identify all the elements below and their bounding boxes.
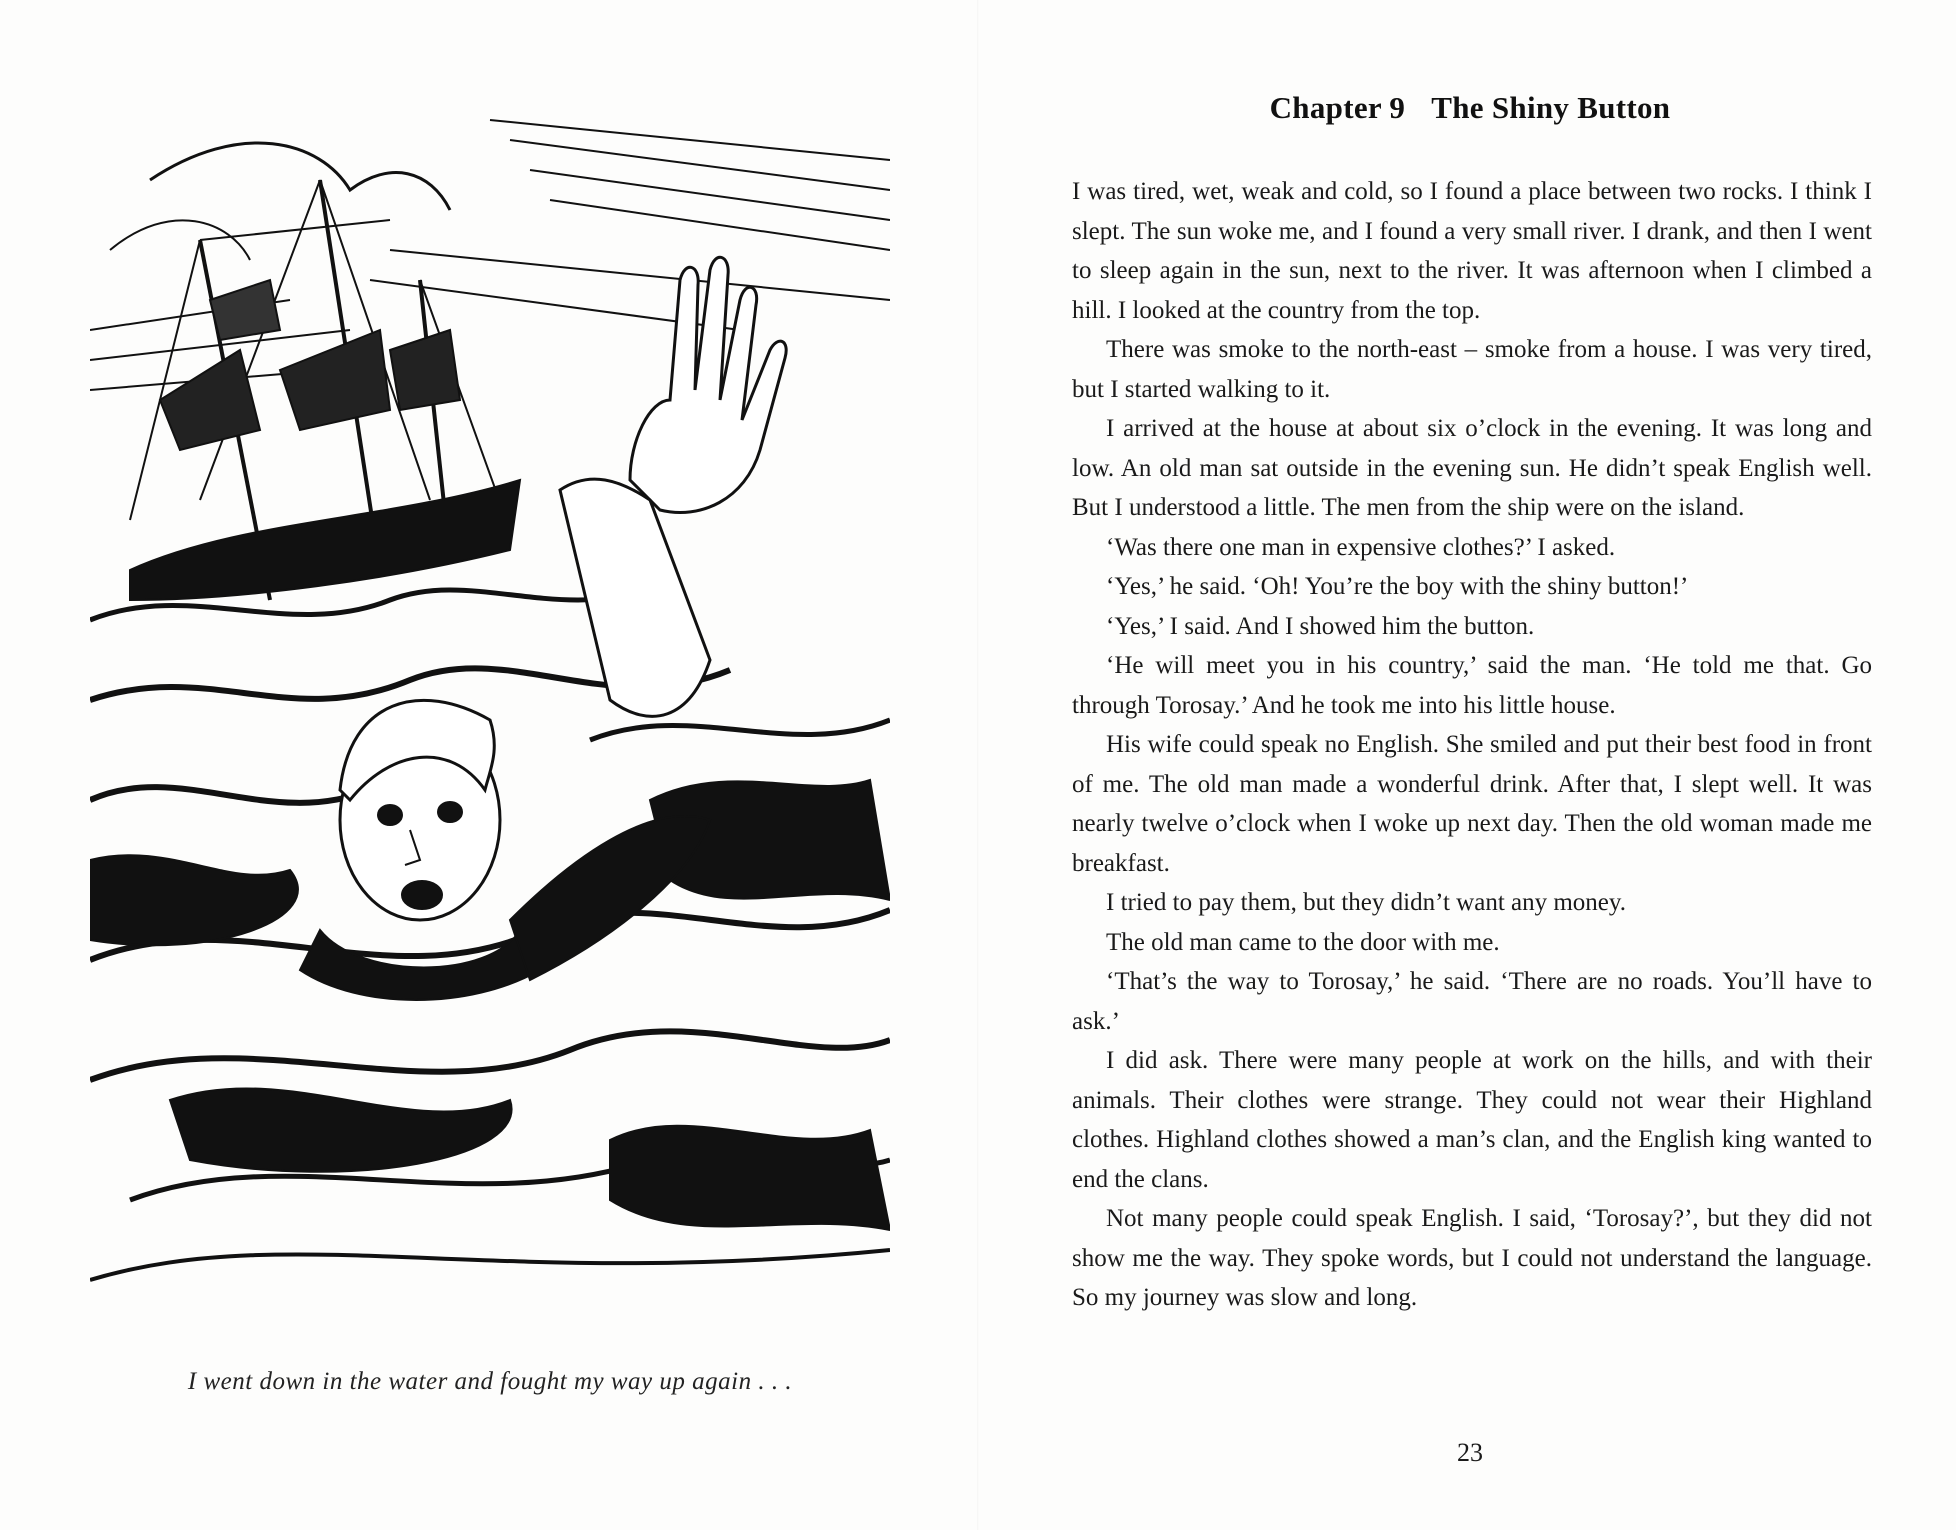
paragraph: ‘That’s the way to Torosay,’ he said. ‘There are no roads. You’ll have to ask.’	[1072, 968, 1872, 1035]
sea-rescue-illustration	[90, 100, 890, 1300]
paragraph: ‘Was there one man in expensive clothes?’ I asked.	[1106, 533, 1616, 561]
chapter-number: Chapter 9	[1269, 90, 1406, 125]
page-number: 23	[1457, 1438, 1483, 1467]
paragraph: The old man came to the door with me.	[1106, 928, 1500, 956]
paragraph: There was smoke to the north-east – smoke from a house. I was very tired, but I started walking to it.	[1072, 336, 1872, 403]
page-gutter	[977, 0, 979, 1530]
paragraph: ‘Yes,’ I said. And I showed him the button.	[1106, 612, 1535, 640]
paragraph: ‘He will meet you in his country,’ said the man. ‘He told me that. Go through Torosay.’ And he took me into his little house.	[1072, 652, 1872, 719]
paragraph: I did ask. There were many people at work on the hills, and with their animals. Their clothes were strange. They could not wear their Highland clothes. Highland clothes showed a man’s clan, and the English king wanted to end the clans.	[1072, 1047, 1872, 1193]
paragraph: Not many people could speak English. I said, ‘Torosay?’, but they did not show me the way. They spoke words, but I could not understand the language. So my journey was slow and long.	[1072, 1205, 1872, 1311]
paragraph: I was tired, wet, weak and cold, so I found a place between two rocks. I think I slept. The sun woke me, and I found a very small river. I drank, and then I went to sleep again in the sun, next to the river. It was afternoon when I climbed a hill. I looked at the country from the top.	[1072, 178, 1872, 324]
illustration-drawing	[90, 100, 890, 1300]
paragraph: His wife could speak no English. She smiled and put their best food in front of me. The old man made a wonderful drink. After that, I slept well. It was nearly twelve o’clock when I woke up next day. Then the old woman made me breakfast.	[1072, 731, 1872, 877]
chapter-heading	[1070, 90, 1870, 126]
paragraph: I arrived at the house at about six o’clock in the evening. It was long and low. An old man sat outside in the evening sun. He didn’t speak English well. But I understood a little. The men from the ship were on the island.	[1072, 415, 1872, 521]
paragraph: ‘Yes,’ he said. ‘Oh! You’re the boy with the shiny button!’	[1106, 573, 1689, 600]
paragraph: I tried to pay them, but they didn’t want any money.	[1106, 889, 1627, 916]
illustration-caption: I went down in the water and fought my way up again . . .	[187, 1368, 793, 1395]
chapter-title: The Shiny Button	[1431, 90, 1671, 125]
chapter-body	[1072, 172, 1872, 1318]
